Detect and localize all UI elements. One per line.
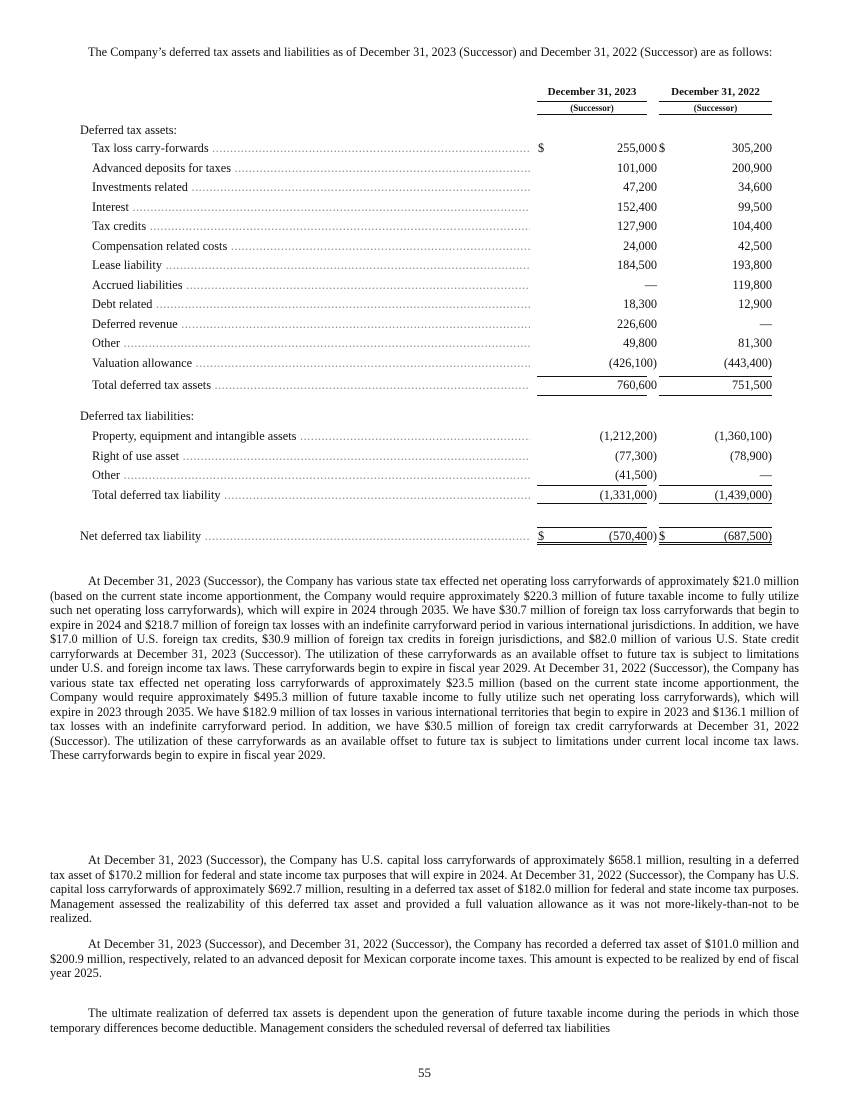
row-label: Total deferred tax liability ..... <box>92 488 530 503</box>
value-2022: 193,800 <box>732 258 772 272</box>
value-2023: 226,600 <box>617 317 657 331</box>
net-double-rule <box>659 542 772 545</box>
row-label: Accrued liabilities ..... <box>92 278 530 293</box>
value-2023: 24,000 <box>623 239 657 253</box>
column-year: December 31, 2022 <box>659 85 772 102</box>
net-double-rule <box>537 542 647 545</box>
page-number: 55 <box>418 1065 431 1080</box>
paragraph <box>50 937 799 981</box>
table-row <box>92 317 772 333</box>
paragraph-text: At December 31, 2023 (Successor), the Company has U.S. capital loss carryforwards of approximately $658.1 million, resulting in a deferred tax asset of $170.2 million for federal and state income tax purposes that will expire in 2024. At December 31, 2022 (Successor), the Company has U.S. capital loss carryforwards of approximately $692.7 million, resulting in a deferred tax asset of $182.0 million for federal and state income tax purposes. Management assessed the realizability of this deferred tax asset and provided a full valuation allowance as it was not more-likely-than-not to be realized. <box>50 853 799 925</box>
intro-paragraph <box>50 45 799 60</box>
row-label: Investments related ..... <box>92 180 530 195</box>
row-label: Compensation related costs ..... <box>92 239 530 254</box>
paragraph <box>50 853 799 926</box>
total-rule <box>659 503 772 504</box>
value-2023: 152,400 <box>617 200 657 214</box>
value-2023: (1,331,000) <box>599 488 657 502</box>
assets-heading: Deferred tax assets: <box>80 123 177 137</box>
value-2023: (426,100) <box>608 356 657 370</box>
value-2023: — <box>644 278 657 292</box>
table-row <box>92 378 772 394</box>
subtotal-rule <box>537 485 647 486</box>
row-label: Lease liability ..... <box>92 258 530 273</box>
column-header-2022 <box>659 85 772 115</box>
table-row <box>92 161 772 177</box>
value-2022: (1,360,100) <box>714 429 772 443</box>
total-rule <box>537 503 647 504</box>
subtotal-rule <box>659 485 772 486</box>
row-label: Valuation allowance ..... <box>92 356 530 371</box>
value-2023: 101,000 <box>617 161 657 175</box>
value-2023: 49,800 <box>623 336 657 350</box>
intro-text: The Company’s deferred tax assets and liabilities as of December 31, 2023 (Successor) and December 31, 2022 (Successor) are as follows: <box>88 45 773 59</box>
value-2022: (687,500) <box>723 529 772 543</box>
currency-symbol: $ <box>538 529 545 543</box>
currency-symbol: $ <box>659 529 666 543</box>
table-row <box>92 219 772 235</box>
table-row <box>92 239 772 255</box>
value-2022: 305,200 <box>732 141 772 155</box>
row-label: Interest ..... <box>92 200 530 215</box>
value-2022: 81,300 <box>738 336 772 350</box>
table-row <box>92 488 772 504</box>
value-2023: 760,600 <box>617 378 657 392</box>
value-2022: (78,900) <box>729 449 772 463</box>
currency-symbol: $ <box>538 141 545 155</box>
paragraph <box>50 1006 799 1035</box>
table-row <box>92 180 772 196</box>
net-top-rule <box>537 527 647 528</box>
paragraph <box>50 574 799 763</box>
value-2022: — <box>759 317 772 331</box>
table-row <box>92 336 772 352</box>
subtotal-rule <box>537 376 647 377</box>
value-2022: 99,500 <box>738 200 772 214</box>
row-label: Other ..... <box>92 336 530 351</box>
value-2023: (77,300) <box>614 449 657 463</box>
total-rule <box>659 395 772 396</box>
value-2022: 42,500 <box>738 239 772 253</box>
value-2022: 751,500 <box>732 378 772 392</box>
table-row <box>92 356 772 372</box>
row-label: Advanced deposits for taxes ..... <box>92 161 530 176</box>
row-label: Right of use asset ..... <box>92 449 530 464</box>
row-label: Tax credits ..... <box>92 219 530 234</box>
subtotal-rule <box>659 376 772 377</box>
row-label: Net deferred tax liability ..... <box>80 529 530 544</box>
value-2022: 200,900 <box>732 161 772 175</box>
row-label: Tax loss carry-forwards ..... <box>92 141 530 156</box>
liabilities-heading: Deferred tax liabilities: <box>80 409 195 423</box>
value-2023: 127,900 <box>617 219 657 233</box>
column-subtitle: (Successor) <box>537 102 647 115</box>
net-top-rule <box>659 527 772 528</box>
table-row <box>92 449 772 465</box>
value-2023: (1,212,200) <box>599 429 657 443</box>
column-header-2023 <box>537 85 647 115</box>
table-row <box>92 141 772 157</box>
paragraph-text: At December 31, 2023 (Successor), the Company has various state tax effected net operating loss carryforwards of approximately $21.0 million (based on the current state income apportionment, the Company would require approximately $220.3 million of future taxable income to fully utilize such net operating loss carryforwards), which will expire in 2024 through 2035. We have $30.7 million of foreign tax loss carryforwards that begin to expire in 2024 and $218.7 million of foreign tax losses with an indefinite carryforward period in various international jurisdictions. In addition, we have $17.0 million of U.S. foreign tax credits, $30.9 million of foreign tax credits in foreign jurisdictions, and $82.0 million of various U.S. State credit carryforwards at December 31, 2023 (Successor). The utilization of these carryforwards as an available offset to future tax is subject to limitations under U.S. and foreign income tax laws. These carryforwards begin to expire in fiscal year 2029. At December 31, 2022 (Successor), the Company has various state tax effected net operating loss carryforwards of approximately $23.5 million (based on the current state income apportionment, the Company would require approximately $495.3 million of future taxable income to fully utilize such net operating loss carryforwards), which will expire in 2023 through 2035. We have $182.9 million of tax losses in various international territories that begin to expire in 2023 and $136.1 million of tax losses with an indefinite carryforward period. In addition, we have $30.5 million of foreign tax credit carryforwards at December 31, 2022 (Successor). The utilization of these carryforwards as an available offset to future tax is subject to limitations under current local income tax laws. These carryforwards begin to expire in fiscal year 2029. <box>50 574 799 762</box>
value-2023: (41,500) <box>614 468 657 482</box>
table-row <box>92 297 772 313</box>
value-2022: 34,600 <box>738 180 772 194</box>
value-2023: 255,000 <box>617 141 657 155</box>
paragraph-text: At December 31, 2023 (Successor), and December 31, 2022 (Successor), the Company has recorded a deferred tax asset of $101.0 million and $200.9 million, respectively, related to an advanced deposit for Mexican corporate income taxes. This amount is expected to be realized by end of fiscal year 2025. <box>50 937 799 980</box>
value-2022: 104,400 <box>732 219 772 233</box>
table-row <box>92 278 772 294</box>
value-2023: 47,200 <box>623 180 657 194</box>
table-row <box>92 468 772 484</box>
currency-symbol: $ <box>659 141 666 155</box>
row-label: Other ..... <box>92 468 530 483</box>
value-2023: 18,300 <box>623 297 657 311</box>
value-2022: (1,439,000) <box>714 488 772 502</box>
row-label: Debt related ..... <box>92 297 530 312</box>
paragraph-text: The ultimate realization of deferred tax assets is dependent upon the generation of future taxable income during the periods in which those temporary differences become deductible. Management considers the scheduled reversal of deferred tax liabilities <box>50 1006 799 1035</box>
table-row <box>92 258 772 274</box>
value-2022: 119,800 <box>732 278 772 292</box>
row-label: Total deferred tax assets ..... <box>92 378 530 393</box>
value-2022: (443,400) <box>723 356 772 370</box>
total-rule <box>537 395 647 396</box>
row-label: Property, equipment and intangible assets ..... <box>92 429 530 444</box>
row-label: Deferred revenue ..... <box>92 317 530 332</box>
column-year: December 31, 2023 <box>537 85 647 102</box>
value-2023: (570,400) <box>608 529 657 543</box>
value-2022: — <box>759 468 772 482</box>
table-row <box>92 200 772 216</box>
value-2023: 184,500 <box>617 258 657 272</box>
table-row <box>92 429 772 445</box>
column-subtitle: (Successor) <box>659 102 772 115</box>
value-2022: 12,900 <box>738 297 772 311</box>
